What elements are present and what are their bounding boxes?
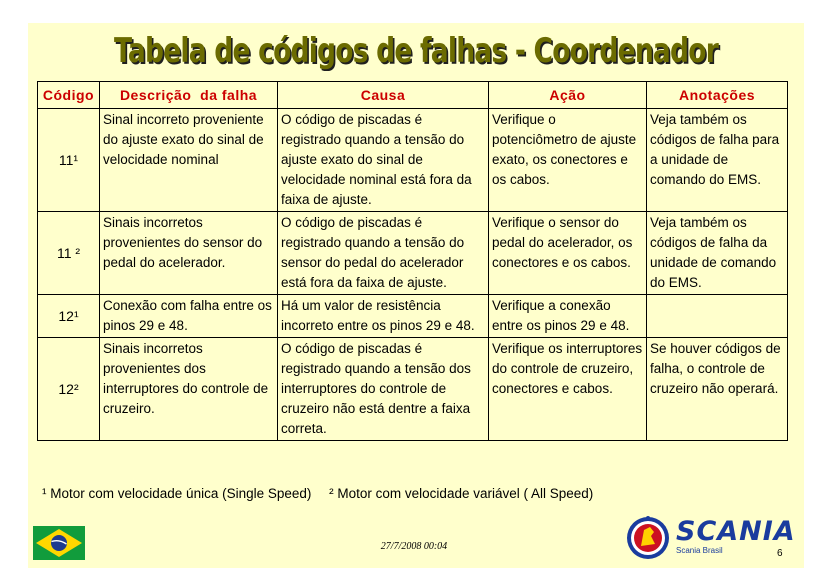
- fault-codes-table: [37, 81, 788, 441]
- brand-subtitle: Scania Brasil: [676, 546, 723, 555]
- row-causa: Há um valor de resistência incorreto entre os pinos 29 e 48.: [278, 295, 489, 338]
- row-code: 12¹: [38, 295, 100, 338]
- row-causa: O código de piscadas é registrado quando a tensão dos interruptores do controle de cruzeiro não está dentre a faixa correta.: [278, 338, 489, 441]
- row-acao: Verifique o potenciômetro de ajuste exato, os conectores e os cabos.: [489, 109, 647, 212]
- row-anotacoes: Veja também os códigos de falha para a unidade de comando do EMS.: [647, 109, 788, 212]
- table-header-row: [38, 82, 788, 109]
- page-title: Tabela de códigos de falhas - Coordenador: [114, 31, 718, 71]
- table-row: [38, 295, 788, 338]
- header-descricao: Descrição da falha: [100, 82, 278, 109]
- row-causa: O código de piscadas é registrado quando a tensão do ajuste exato do sinal de velocidade nominal está fora da faixa de ajuste.: [278, 109, 489, 212]
- row-anotacoes: Veja também os códigos de falha da unidade de comando do EMS.: [647, 212, 788, 295]
- row-acao: Verifique o sensor do pedal do acelerador, os conectores e os cabos.: [489, 212, 647, 295]
- table-row: [38, 338, 788, 441]
- header-acao: Ação: [489, 82, 647, 109]
- header-codigo: Código: [38, 82, 100, 109]
- table-row: [38, 212, 788, 295]
- row-acao: Verifique os interruptores do controle de cruzeiro, conectores e cabos.: [489, 338, 647, 441]
- row-descricao: Conexão com falha entre os pinos 29 e 48.: [100, 295, 278, 338]
- header-anotacoes: Anotações: [647, 82, 788, 109]
- row-descricao: Sinais incorretos provenientes dos interruptores do controle de cruzeiro.: [100, 338, 278, 441]
- row-code: 12²: [38, 338, 100, 441]
- date-stamp: 27/7/2008 00:04: [380, 541, 448, 552]
- row-acao: Verifique a conexão entre os pinos 29 e 48.: [489, 295, 647, 338]
- row-code: 11¹: [38, 109, 100, 212]
- footnote-all-speed: ² Motor com velocidade variável ( All Speed): [329, 486, 594, 501]
- row-code: 11 ²: [38, 212, 100, 295]
- row-anotacoes: [647, 295, 788, 338]
- row-causa: O código de piscadas é registrado quando a tensão do sensor do pedal do acelerador está fora da faixa de ajuste.: [278, 212, 489, 295]
- row-descricao: Sinais incorretos provenientes do sensor do pedal do acelerador.: [100, 212, 278, 295]
- footnote-single-speed: ¹ Motor com velocidade única (Single Speed): [42, 486, 312, 501]
- header-causa: Causa: [278, 82, 489, 109]
- table-row: [38, 109, 788, 212]
- footnotes: [42, 486, 607, 501]
- brand-name: SCANIA: [676, 516, 796, 547]
- row-anotacoes: Se houver códigos de falha, o controle de cruzeiro não operará.: [647, 338, 788, 441]
- row-descricao: Sinal incorreto proveniente do ajuste exato do sinal de velocidade nominal: [100, 109, 278, 212]
- page-number: 6: [777, 548, 783, 559]
